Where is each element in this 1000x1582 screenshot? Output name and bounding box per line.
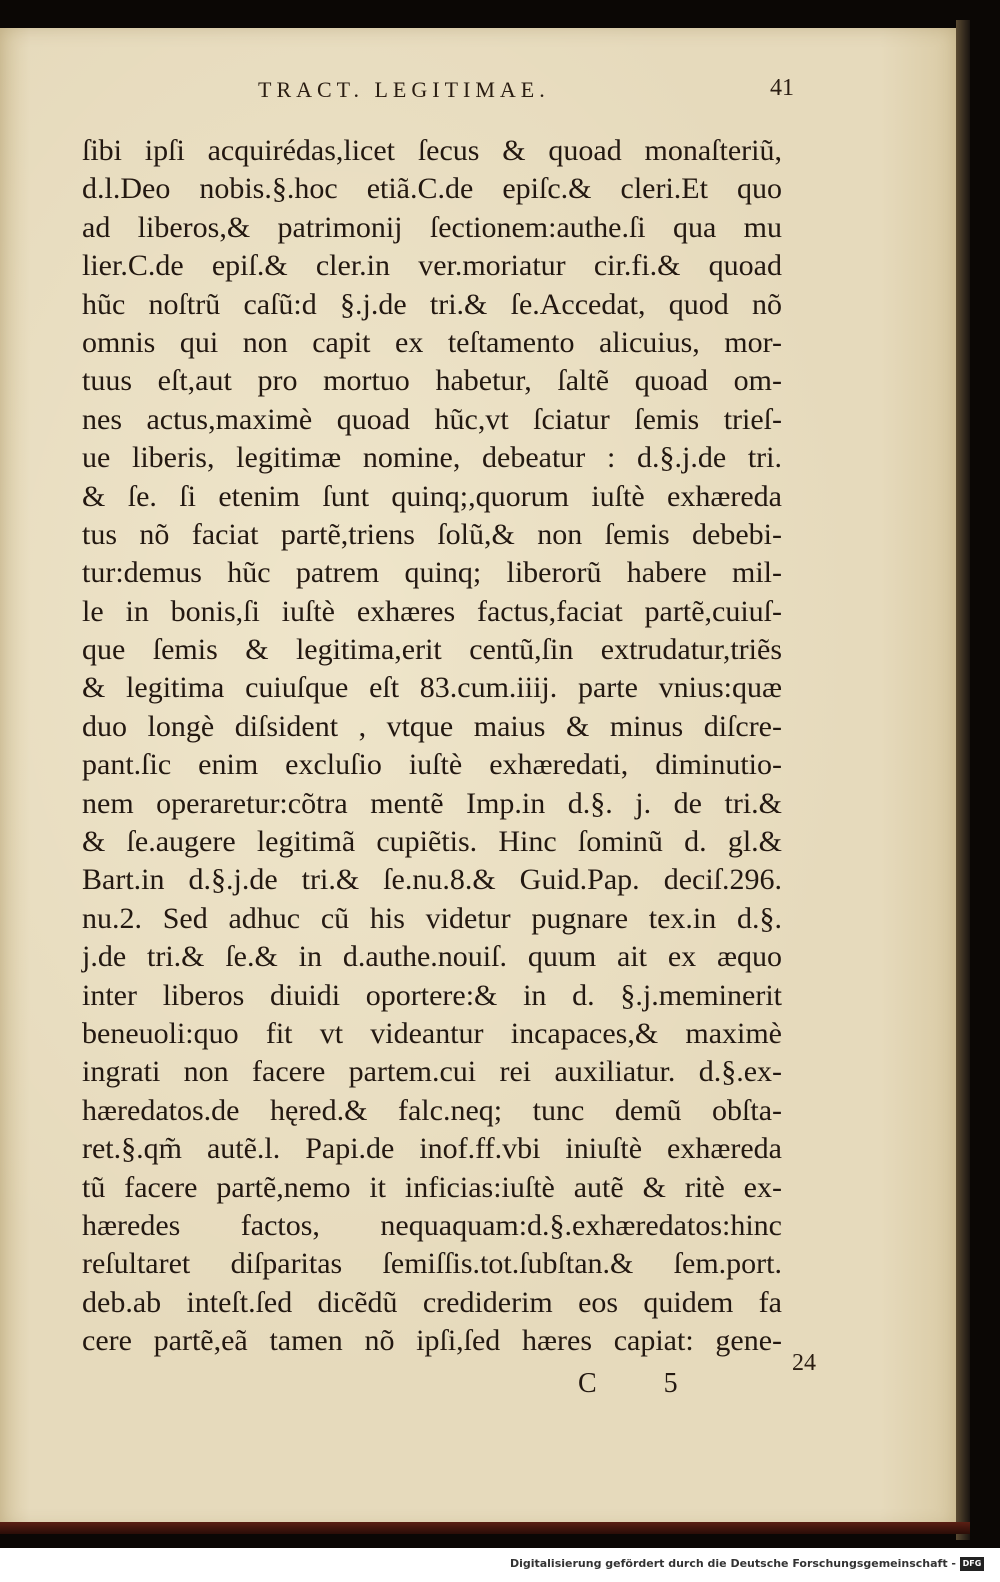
text-line: tur:demus hũc patrem quinq; liberorũ habere mil-	[82, 556, 782, 590]
text-line: nes actus,maximè quoad hũc,vt ſciatur ſemis trieſ-	[82, 402, 782, 436]
text-line: & legitima cuiuſque eſt 83.cum.iiij. parte vnius:quæ	[82, 671, 782, 705]
text-line: & ſe.augere legitimã cupiẽtis. Hinc ſominũ d. gl.&	[82, 825, 782, 859]
page-number: 41	[770, 75, 794, 101]
text-line: hæredes factos, nequaquam:d.§.exhæredatos:hinc	[82, 1208, 782, 1242]
text-line: ue liberis, legitimæ nomine, debeatur : d.§.j.de tri.	[82, 441, 782, 475]
text-line: tuus eſt,aut pro mortuo habetur, ſaltẽ quoad om-	[82, 364, 782, 398]
text-line: inter liberos diuidi oportere:& in d. §.j.meminerit	[82, 978, 782, 1012]
text-line: tus nõ faciat partẽ,triens ſolũ,& non ſemis debebi-	[82, 517, 782, 551]
text-line: ad liberos,& patrimonij ſectionem:authe.ſi qua mu	[82, 210, 782, 244]
text-line: beneuoli:quo fit vt videantur incapaces,& maximè	[82, 1016, 782, 1050]
text-line: hæredatos.de hęred.& falc.neq; tunc demũ obſta-	[82, 1093, 782, 1127]
text-line: reſultaret diſparitas ſemiſſis.tot.ſubſtan.& ſem.port.	[82, 1247, 782, 1281]
page-header	[0, 75, 956, 115]
text-line: duo longè diſsident , vtque maius & minus diſcre-	[82, 709, 782, 743]
text-line: deb.ab inteſt.ſed dicẽdũ crediderim eos quidem fa	[82, 1285, 782, 1319]
text-line: Bart.in d.§.j.de tri.& ſe.nu.8.& Guid.Pap. deciſ.296.	[82, 863, 782, 897]
text-line: nem operaretur:cõtra mentẽ Imp.in d.§. j. de tri.&	[82, 786, 782, 820]
signature-mark: C 5	[578, 1368, 708, 1399]
funding-credit: Digitalisierung gefördert durch die Deutsche Forschungsgemeinschaft -	[509, 1557, 956, 1570]
text-line: ſibi ipſi acquirédas,licet ſecus & quoad monaſteriũ,	[82, 134, 782, 167]
text-line: lier.C.de epiſ.& cler.in ver.moriatur cir.fi.& quoad	[82, 249, 782, 283]
running-head: TRACT. LEGITIMAE.	[258, 77, 550, 102]
text-line: nu.2. Sed adhuc cũ his videtur pugnare tex.in d.§.	[82, 901, 782, 935]
body-text	[82, 132, 782, 1361]
page-edge-shadow	[956, 20, 970, 1540]
book-bottom-edge	[0, 1522, 970, 1534]
text-line: que ſemis & legitima,erit centũ,ſin extrudatur,triẽs	[82, 633, 782, 667]
text-line: tũ facere partẽ,nemo it inficias:iuſtè autẽ & ritè ex-	[82, 1170, 782, 1204]
text-line: ret.§.qm̃ autẽ.l. Papi.de inof.ff.vbi iniuſtè exhæreda	[82, 1132, 782, 1166]
text-line: omnis qui non capit ex teſtamento alicuius, mor-	[82, 325, 782, 359]
text-line: d.l.Deo nobis.§.hoc etiã.C.de epiſc.& cleri.Et quo	[82, 172, 782, 206]
book-page	[0, 28, 956, 1528]
text-line: j.de tri.& ſe.& in d.authe.nouiſ. quum ait ex æquo	[82, 940, 782, 974]
dfg-logo-icon: DFG	[960, 1557, 984, 1571]
text-line: ingrati non facere partem.cui rei auxiliatur. d.§.ex-	[82, 1055, 782, 1089]
text-line: & ſe. ſi etenim ſunt quinq;,quorum iuſtè exhæreda	[82, 479, 782, 513]
text-line: hũc noſtrũ caſũ:d §.j.de tri.& ſe.Accedat, quod nõ	[82, 287, 782, 321]
text-line: cere partẽ,eã tamen nõ ipſi,ſed hæres capiat: gene-	[82, 1324, 782, 1358]
text-line: pant.ſic enim excluſio iuſtè exhæredati, diminutio-	[82, 748, 782, 782]
margin-note: 24	[792, 1350, 816, 1376]
text-line: le in bonis,ſi iuſtè exhæres factus,faciat partẽ,cuiuſ-	[82, 594, 782, 628]
footer-bar	[0, 1548, 1000, 1582]
